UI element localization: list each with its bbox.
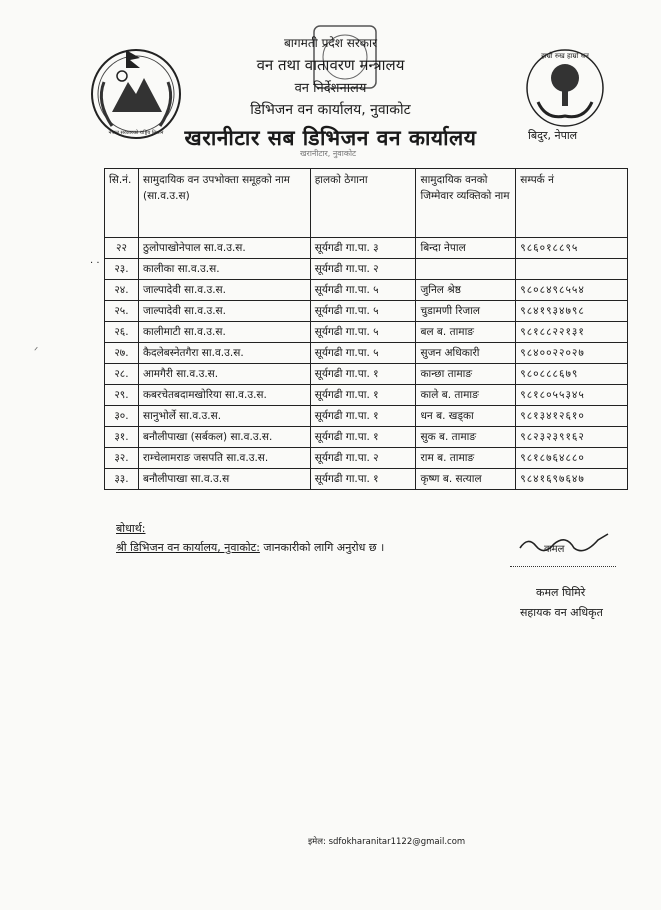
header-line-4: डिभिजन वन कार्यालय, नुवाकोट — [250, 102, 411, 118]
cell-phone: ९८४१९३४७९८ — [516, 301, 628, 322]
signer-name: कमल घिमिरे — [536, 586, 586, 599]
cell-address: सूर्यगढी गा.पा. १ — [310, 364, 416, 385]
cell-address: सूर्यगढी गा.पा. ५ — [310, 280, 416, 301]
svg-text:कमल: कमल — [544, 544, 565, 555]
cell-group-name: कालीमाटी सा.व.उ.स. — [138, 322, 310, 343]
signer-title: सहायक वन अधिकृत — [520, 606, 603, 619]
cell-person: जुनिल श्रेष्ठ — [416, 280, 516, 301]
email-line: इमेल: sdfokharanitar1122@gmail.com — [308, 837, 466, 847]
table-row — [105, 259, 628, 280]
header-serial: सि.नं. — [105, 169, 139, 238]
cell-serial: ३०. — [105, 406, 139, 427]
cell-person: कृष्ण ब. सत्याल — [416, 469, 516, 490]
cc-line — [116, 540, 384, 555]
cell-group-name: कैदलेबस्नेतगैरा सा.व.उ.स. — [138, 343, 310, 364]
svg-text:हाम्रो रुख हाम्रो धन: हाम्रो रुख हाम्रो धन — [541, 52, 589, 60]
cell-phone: ९८१३४१२६१० — [516, 406, 628, 427]
stray-mark: ᐟ — [34, 346, 39, 357]
cell-serial: २४. — [105, 280, 139, 301]
cell-serial: ३१. — [105, 427, 139, 448]
cell-group-name: कबरचेतबदामखोरिया सा.व.उ.स. — [138, 385, 310, 406]
table-row — [105, 343, 628, 364]
stray-mark: · · — [90, 258, 100, 269]
cell-address: सूर्यगढी गा.पा. १ — [310, 385, 416, 406]
header-contact: सम्पर्क नं — [516, 169, 628, 238]
table-row — [105, 385, 628, 406]
cell-person: सुजन अधिकारी — [416, 343, 516, 364]
cell-serial: २७. — [105, 343, 139, 364]
cell-phone: ९८१८७६४८८० — [516, 448, 628, 469]
cell-serial: २२ — [105, 238, 139, 259]
svg-text:नेपाल सरकारको राष्ट्रिय निशान: नेपाल सरकारको राष्ट्रिय निशान — [108, 130, 164, 136]
cell-address: सूर्यगढी गा.पा. १ — [310, 406, 416, 427]
header-group-name: सामुदायिक वन उपभोक्ता समूहको नाम (सा.व.उ.स) — [138, 169, 310, 238]
cell-serial: २५. — [105, 301, 139, 322]
cell-phone: ९८१८८२२१३१ — [516, 322, 628, 343]
table-row — [105, 322, 628, 343]
header-line-3: वन निर्देशनालय — [294, 81, 367, 96]
cell-person: काले ब. तामाङ — [416, 385, 516, 406]
cell-address: सूर्यगढी गा.पा. ५ — [310, 343, 416, 364]
cell-group-name: बनौलीपाखा सा.व.उ.स — [138, 469, 310, 490]
cell-phone: ९८०८४९८५५४ — [516, 280, 628, 301]
table-row — [105, 364, 628, 385]
cell-person: धन ब. खड्का — [416, 406, 516, 427]
header-responsible-person: सामुदायिक वनको जिम्मेवार व्यक्तिको नाम — [416, 169, 516, 238]
table-header-row — [105, 169, 628, 238]
cell-phone: ९८४००२२०२७ — [516, 343, 628, 364]
cell-address: सूर्यगढी गा.पा. १ — [310, 469, 416, 490]
table-row — [105, 469, 628, 490]
cell-serial: ३२. — [105, 448, 139, 469]
cell-person: राम ब. तामाङ — [416, 448, 516, 469]
cell-address: सूर्यगढी गा.पा. ५ — [310, 301, 416, 322]
cell-person: सुक ब. तामाङ — [416, 427, 516, 448]
cell-group-name: सानुभोर्ले सा.व.उ.स. — [138, 406, 310, 427]
cell-group-name: जाल्पादेवी सा.व.उ.स. — [138, 301, 310, 322]
cell-address: सूर्यगढी गा.पा. ३ — [310, 238, 416, 259]
cell-group-name: जाल्पादेवी सा.व.उ.स. — [138, 280, 310, 301]
cell-group-name: राम्चेलामराङ जसपति सा.व.उ.स. — [138, 448, 310, 469]
signature-icon — [514, 526, 614, 560]
cc-label: बोधार्थ: — [116, 522, 146, 535]
cell-address: सूर्यगढी गा.पा. २ — [310, 259, 416, 280]
forest-groups-table — [104, 168, 628, 490]
table-row — [105, 301, 628, 322]
stamp-text: खरानीटार, नुवाकोट — [300, 149, 357, 158]
cell-serial: ३३. — [105, 469, 139, 490]
cell-group-name: आमगैरी सा.व.उ.स. — [138, 364, 310, 385]
cell-person: कान्छा तामाङ — [416, 364, 516, 385]
cell-group-name: ठुलोपाखोनेपाल सा.व.उ.स. — [138, 238, 310, 259]
cell-address: सूर्यगढी गा.पा. २ — [310, 448, 416, 469]
signature-line — [510, 566, 616, 567]
cell-phone: ९८०८८८६७९ — [516, 364, 628, 385]
header-address: हालको ठेगाना — [310, 169, 416, 238]
cell-person — [416, 259, 516, 280]
cell-serial: २३. — [105, 259, 139, 280]
cell-address: सूर्यगढी गा.पा. १ — [310, 427, 416, 448]
right-emblem-caption: बिदुर, नेपाल — [528, 129, 578, 142]
table-row — [105, 280, 628, 301]
cell-group-name: कालीका सा.व.उ.स. — [138, 259, 310, 280]
cell-serial: २९. — [105, 385, 139, 406]
cell-group-name: बनौलीपाखा (सर्बकल) सा.व.उ.स. — [138, 427, 310, 448]
office-title: खरानीटार सब डिभिजन वन कार्यालय — [184, 126, 477, 150]
header-line-2: वन तथा वातावरण मन्त्रालय — [256, 56, 405, 74]
cell-phone: ९८१८०५५३४५ — [516, 385, 628, 406]
cell-phone: ९८४१६९७६४७ — [516, 469, 628, 490]
table-row — [105, 406, 628, 427]
cc-office: श्री डिभिजन वन कार्यालय, नुवाकोट: — [116, 541, 260, 554]
cell-serial: २६. — [105, 322, 139, 343]
cell-address: सूर्यगढी गा.पा. ५ — [310, 322, 416, 343]
cell-serial: २८. — [105, 364, 139, 385]
table-row — [105, 427, 628, 448]
cell-person: चुडामणी रिजाल — [416, 301, 516, 322]
cell-person: बिन्दा नेपाल — [416, 238, 516, 259]
cell-phone: ९८६०१८८९५ — [516, 238, 628, 259]
cell-person: बल ब. तामाङ — [416, 322, 516, 343]
table-row — [105, 448, 628, 469]
header-line-1: बागमती प्रदेश सरकार — [283, 36, 378, 50]
cell-phone: ९८२३२३९१६२ — [516, 427, 628, 448]
table-row — [105, 238, 628, 259]
cell-phone — [516, 259, 628, 280]
cc-text: जानकारीको लागि अनुरोध छ । — [259, 541, 385, 554]
